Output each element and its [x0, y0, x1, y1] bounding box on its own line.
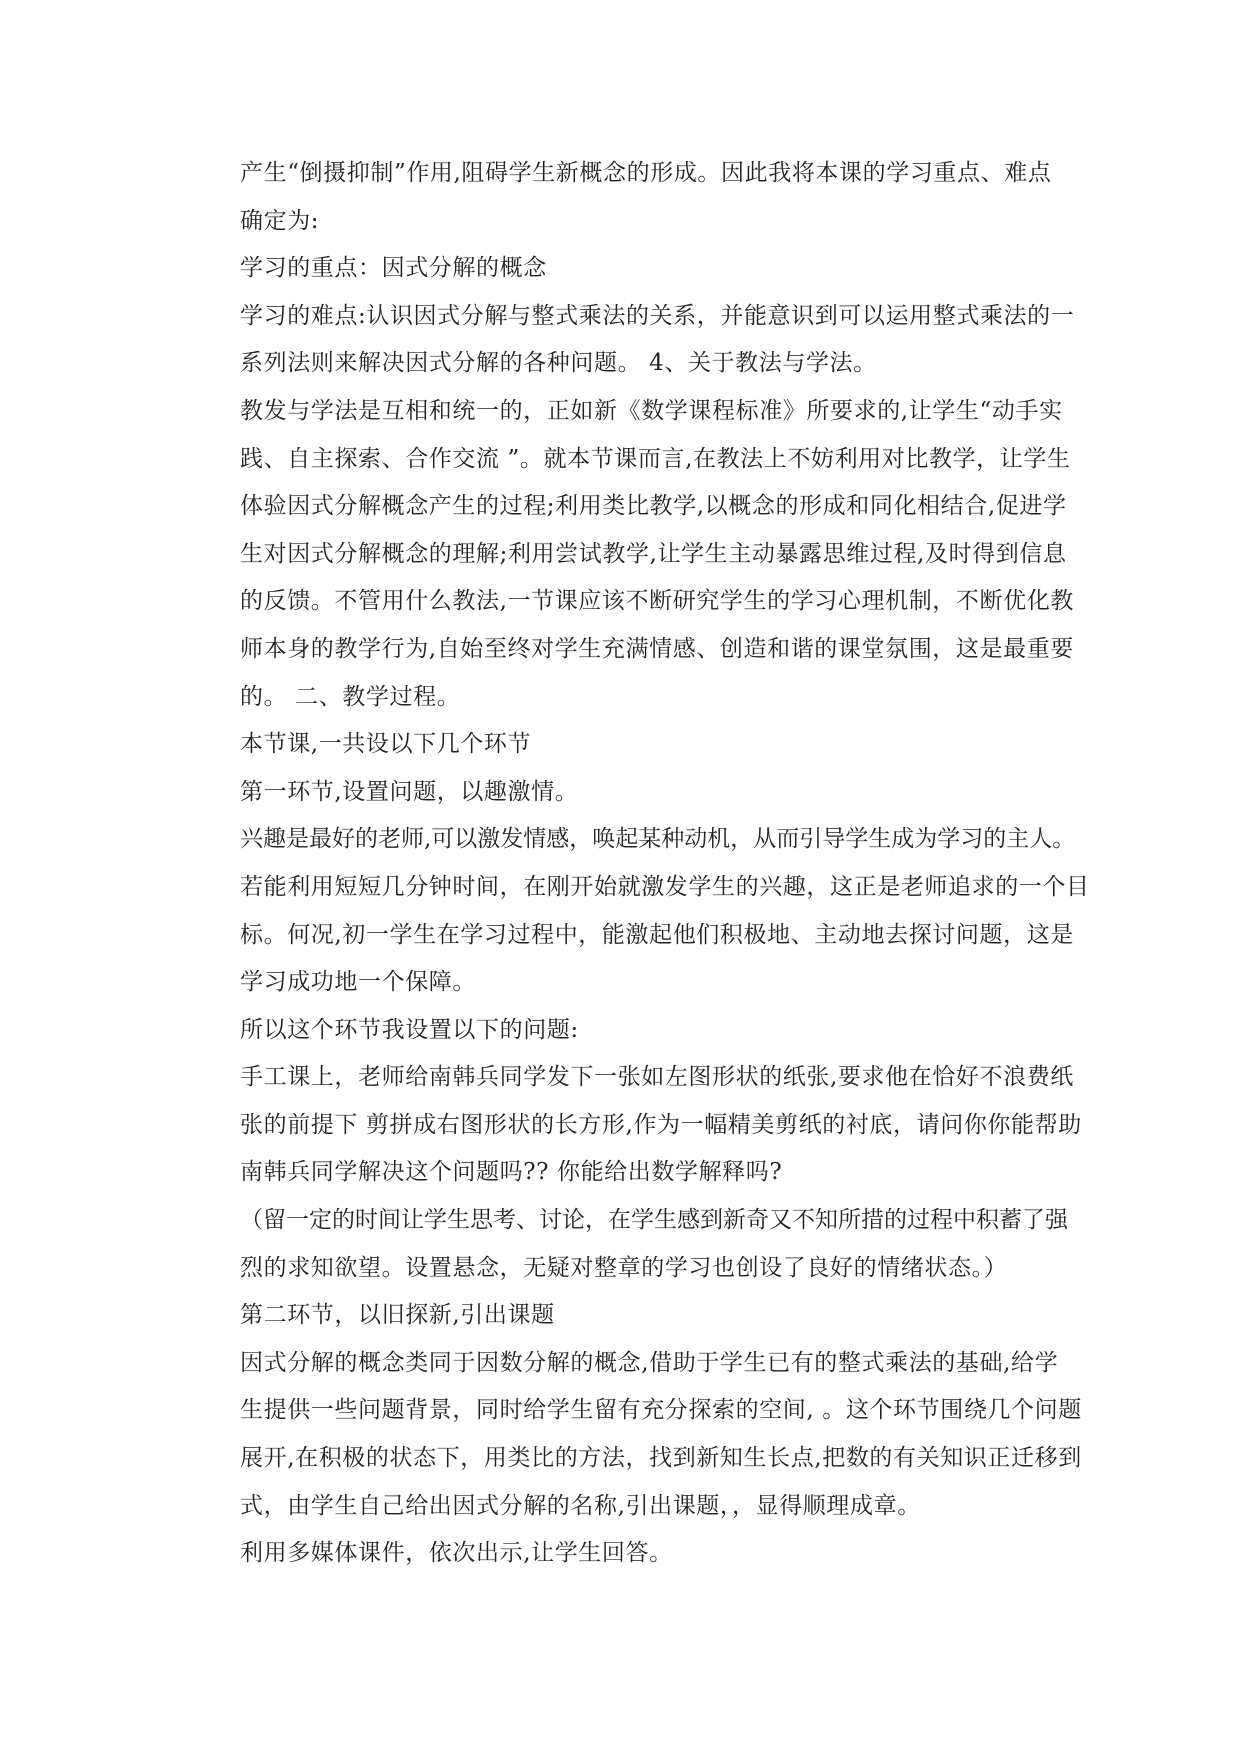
text-line: 产生“倒摄抑制”作用,阻碍学生新概念的形成。因此我将本课的学习重点、难点: [240, 160, 1052, 186]
text-line: 因式分解的概念类同于因数分解的概念,借助于学生已有的整式乘法的基础,给学: [240, 1349, 1059, 1376]
text-line: 第二环节，以旧探新,引出课题: [240, 1302, 555, 1329]
text-line: 体验因式分解概念产生的过程;利用类比教学,以概念的形成和同化相结合,促进学: [240, 493, 1067, 520]
text-line: 张的前提下 剪拼成右图形状的长方形,作为一幅精美剪纸的衬底，请问你你能帮助: [240, 1111, 1082, 1138]
text-line: 展开,在积极的状态下，用类比的方法，找到新知生长点,把数的有关知识正迁移到: [240, 1445, 1082, 1472]
text-line: （留一定的时间让学生思考、讨论，在学生感到新奇又不知所措的过程中积蓄了强: [240, 1207, 1068, 1234]
text-line: 若能利用短短几分钟时间，在刚开始就激发学生的兴趣，这正是老师追求的一个目: [240, 873, 1090, 900]
text-line: 烈的求知欲望。设置悬念，无疑对整章的学习也创设了良好的情绪状态。）: [240, 1254, 1008, 1281]
text-line: 学习的重点：因式分解的概念: [240, 255, 547, 282]
text-line: 南韩兵同学解决这个问题吗?? 你能给出数学解释吗?: [240, 1159, 783, 1186]
text-line: 的。 二、教学过程。: [240, 683, 461, 710]
text-line: 利用多媒体课件，依次出示,让学生回答。: [240, 1540, 673, 1567]
text-line: 所以这个环节我设置以下的问题:: [240, 1016, 579, 1043]
text-line: 生提供一些问题背景，同时给学生留有充分探索的空间, 。这个环节围绕几个问题: [240, 1397, 1082, 1424]
text-line: 式，由学生自己给出因式分解的名称,引出课题，，显得顺理成章。: [240, 1492, 921, 1519]
text-line: 第一环节,设置问题，以趣激情。: [240, 778, 579, 805]
text-line: 生对因式分解概念的理解;利用尝试教学,让学生主动暴露思维过程,及时得到信息: [240, 540, 1067, 567]
text-line: 师本身的教学行为,自始至终对学生充满情感、创造和谐的课堂氛围，这是最重要: [240, 635, 1074, 662]
text-line: 教发与学法是互相和统一的，正如新《数学课程标准》所要求的,让学生“动手实: [240, 397, 1063, 424]
text-line: 学习成功地一个保障。: [240, 969, 476, 996]
document-body: [240, 150, 1090, 1578]
text-line: 标。何况,初一学生在学习过程中，能激起他们积极地、主动地去探讨问题，这是: [240, 921, 1074, 948]
text-line: 学习的难点:认识因式分解与整式乘法的关系，并能意识到可以运用整式乘法的一: [240, 302, 1075, 329]
text-line: 践、自主探索、合作交流 ”。就本节课而言,在教法上不妨利用对比教学，让学生: [240, 445, 1071, 472]
text-line: 手工课上，老师给南韩兵同学发下一张如左图形状的纸张,要求他在恰好不浪费纸: [240, 1064, 1074, 1091]
text-line: 系列法则来解决因式分解的各种问题。 4、关于教法与学法。: [240, 350, 877, 377]
text-line: 的反馈。不管用什么教法,一节课应该不断研究学生的学习心理机制，不断优化教: [240, 588, 1074, 615]
text-line: 兴趣是最好的老师,可以激发情感，唤起某种动机，从而引导学生成为学习的主人。: [240, 826, 1076, 853]
text-line: 确定为:: [240, 207, 320, 234]
text-line: 本节课,一共设以下几个环节: [240, 731, 532, 758]
